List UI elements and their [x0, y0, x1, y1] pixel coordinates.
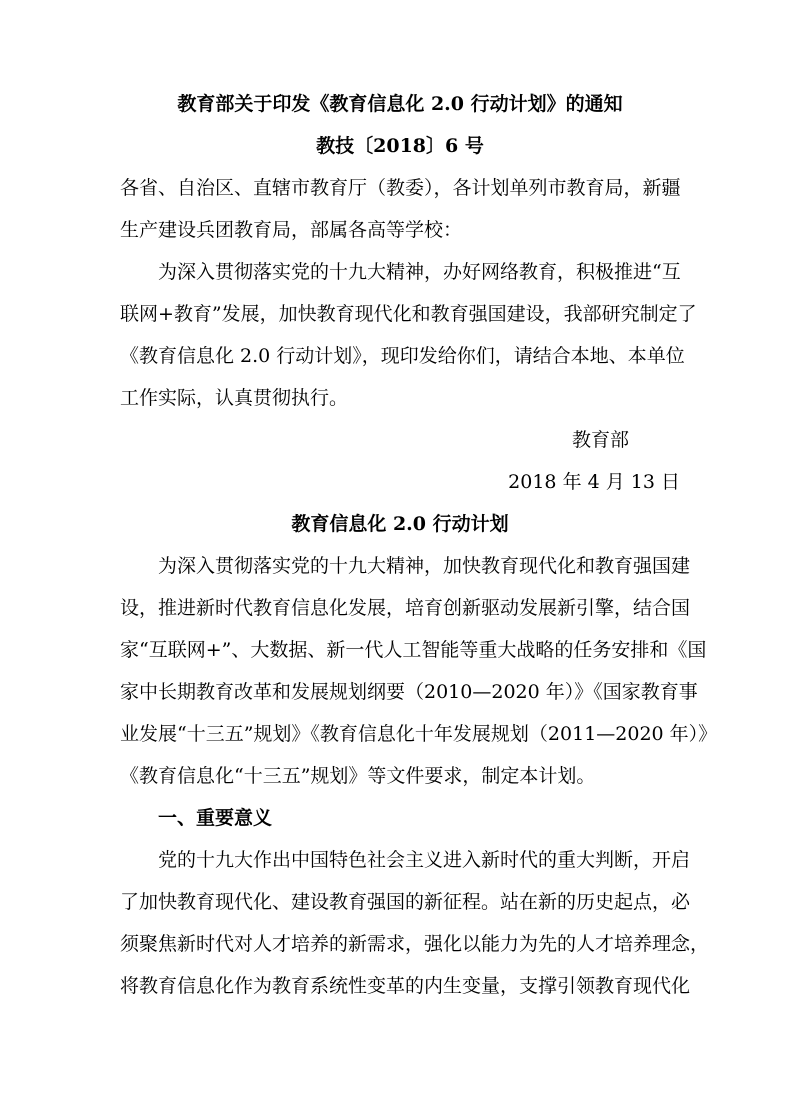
section-body-line: 将教育信息化作为教育系统性变革的内生变量，支撑引领教育现代化	[120, 975, 691, 997]
plan-intro-line: 《教育信息化“十三五”规划》等文件要求，制定本计划。	[120, 765, 596, 787]
notice-title: 教育部关于印发《教育信息化 2.0 行动计划》的通知	[177, 93, 623, 115]
plan-intro-line: 家“互联网+”、大数据、新一代人工智能等重大战略的任务安排和《国	[120, 639, 707, 661]
plan-intro-line: 设，推进新时代教育信息化发展，培育创新驱动发展新引擎，结合国	[120, 597, 691, 619]
section-body-line: 须聚焦新时代对人才培养的新需求，强化以能力为先的人才培养理念，	[120, 933, 710, 955]
section-heading: 一、重要意义	[158, 807, 273, 829]
addressee-line: 生产建设兵团教育局，部属各高等学校：	[120, 219, 463, 241]
plan-intro-line: 业发展“十三五”规划》《教育信息化十年发展规划（2011—2020 年）》	[120, 723, 718, 745]
section-body-line: 了加快教育现代化、建设教育强国的新征程。站在新的历史起点，必	[120, 891, 691, 913]
issue-date: 2018 年 4 月 13 日	[508, 471, 680, 493]
notice-body-line: 为深入贯彻落实党的十九大精神，办好网络教育，积极推进“互	[158, 261, 681, 283]
notice-body-line: 联网+教育”发展，加快教育现代化和教育强国建设，我部研究制定了	[120, 303, 697, 325]
notice-body-line: 《教育信息化 2.0 行动计划》，现印发给你们，请结合本地、本单位	[120, 345, 685, 367]
issuer: 教育部	[572, 429, 630, 451]
notice-body-line: 工作实际，认真贯彻执行。	[120, 387, 349, 409]
addressee-line: 各省、自治区、直辖市教育厅（教委），各计划单列市教育局，新疆	[120, 177, 681, 199]
plan-intro-line: 家中长期教育改革和发展规划纲要（2010—2020 年）》《国家教育事	[120, 681, 698, 703]
plan-intro-line: 为深入贯彻落实党的十九大精神，加快教育现代化和教育强国建	[158, 555, 691, 577]
doc-number: 教技〔2018〕6 号	[316, 135, 484, 157]
plan-title: 教育信息化 2.0 行动计划	[291, 513, 509, 535]
section-body-line: 党的十九大作出中国特色社会主义进入新时代的重大判断，开启	[158, 849, 691, 871]
